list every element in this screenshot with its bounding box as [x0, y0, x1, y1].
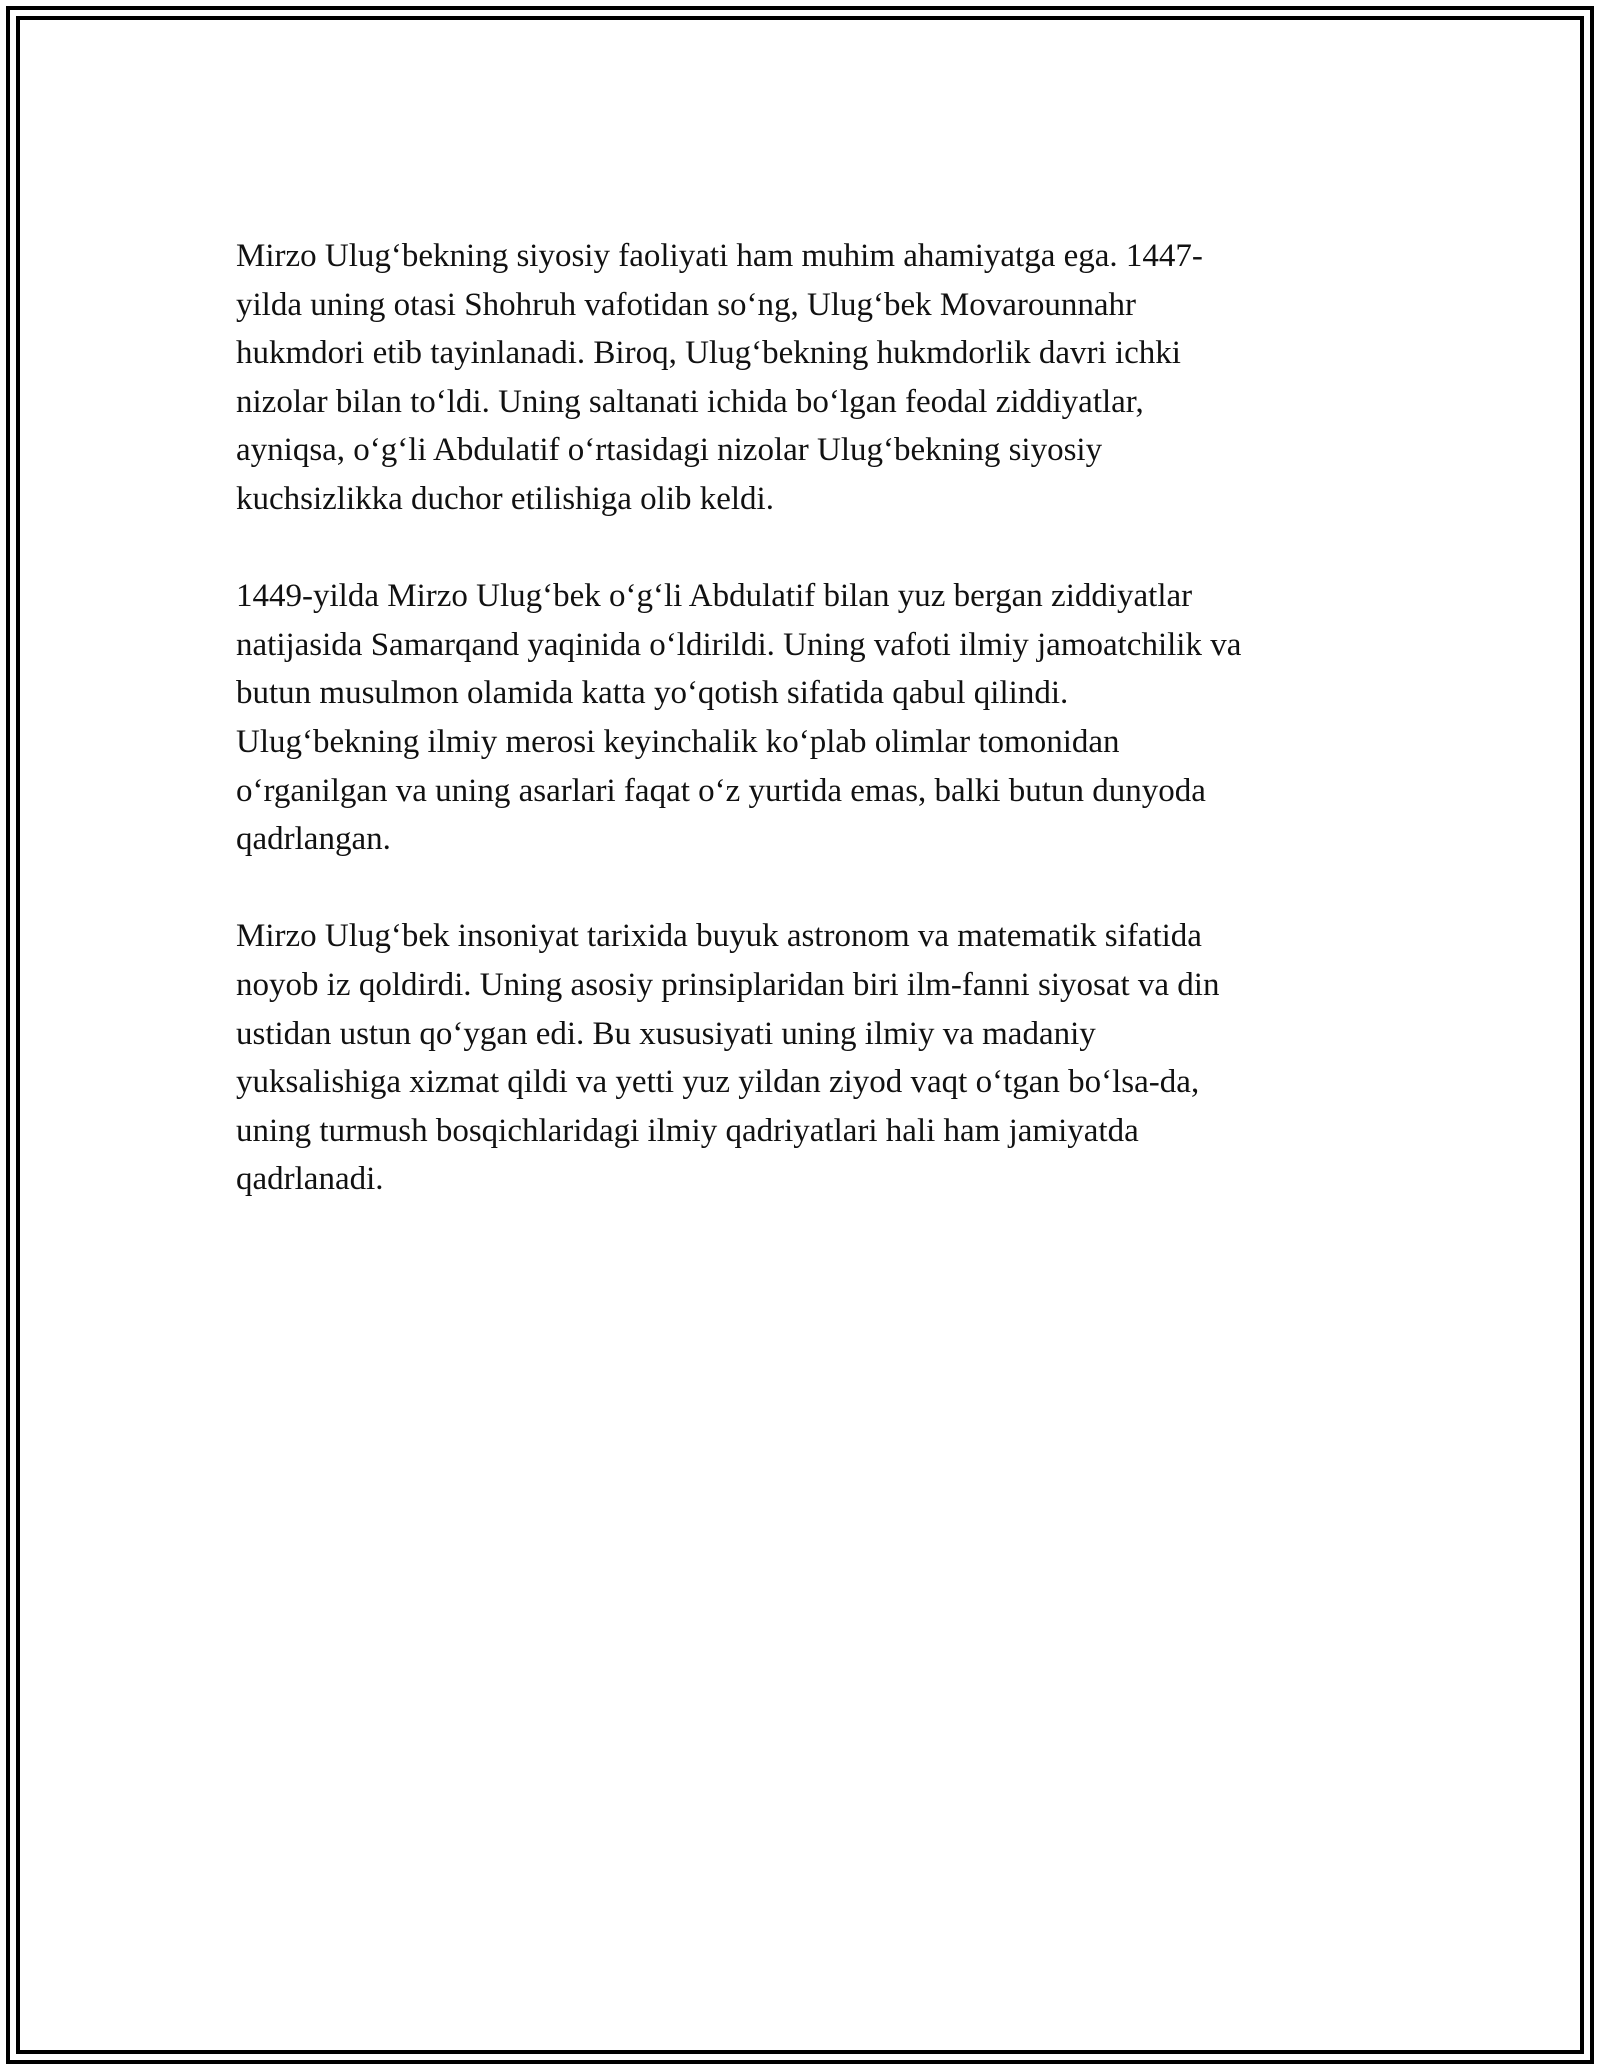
text-line: qadrlanadi. — [236, 1161, 384, 1198]
text-line: natijasida Samarqand yaqinida o‘ldirildi. Uning vafoti ilmiy jamoatchilik va — [236, 626, 1242, 663]
text-line: yuksalishiga xizmat qildi va yetti yuz yildan ziyod vaqt o‘tgan bo‘lsa-da, — [236, 1064, 1200, 1101]
text-line: nizolar bilan to‘ldi. Uning saltanati ichida bo‘lgan feodal ziddiyatlar, — [236, 383, 1144, 420]
paragraph-political-activity — [236, 232, 1376, 524]
text-line: 1449-yilda Mirzo Ulug‘bek o‘g‘li Abdulatif bilan yuz bergan ziddiyatlar — [236, 578, 1193, 615]
text-line: Mirzo Ulug‘bek insoniyat tarixida buyuk astronom va matematik sifatida — [236, 918, 1202, 955]
text-line: noyob iz qoldirdi. Uning asosiy prinsiplaridan biri ilm-fanni siyosat va din — [236, 966, 1220, 1003]
text-line: yilda uning otasi Shohruh vafotidan so‘ng, Ulug‘bek Movarounnahr — [236, 286, 1137, 323]
text-line: o‘rganilgan va uning asarlari faqat o‘z yurtida emas, balki butun dunyoda — [236, 772, 1206, 809]
text-line: kuchsizlikka duchor etilishiga olib keldi. — [236, 480, 774, 517]
text-line: uning turmush bosqichlaridagi ilmiy qadriyatlari hali ham jamiyatda — [236, 1112, 1139, 1149]
text-line: Mirzo Ulug‘bekning siyosiy faoliyati ham muhim ahamiyatga ega. 1447- — [236, 238, 1203, 274]
text-line: Ulug‘bekning ilmiy merosi keyinchalik ko‘plab olimlar tomonidan — [236, 723, 1120, 760]
paragraph-death-and-legacy — [236, 572, 1376, 864]
document-body — [236, 232, 1376, 1252]
text-line: ayniqsa, o‘g‘li Abdulatif o‘rtasidagi nizolar Ulug‘bekning siyosiy — [236, 432, 1103, 469]
text-line: butun musulmon olamida katta yo‘qotish sifatida qabul qilindi. — [236, 675, 1069, 712]
paragraph-historical-significance — [236, 912, 1376, 1204]
text-line: qadrlangan. — [236, 821, 391, 858]
text-line: ustidan ustun qo‘ygan edi. Bu xususiyati uning ilmiy va madaniy — [236, 1015, 1096, 1052]
text-line: hukmdori etib tayinlanadi. Biroq, Ulug‘bekning hukmdorlik davri ichki — [236, 335, 1181, 372]
